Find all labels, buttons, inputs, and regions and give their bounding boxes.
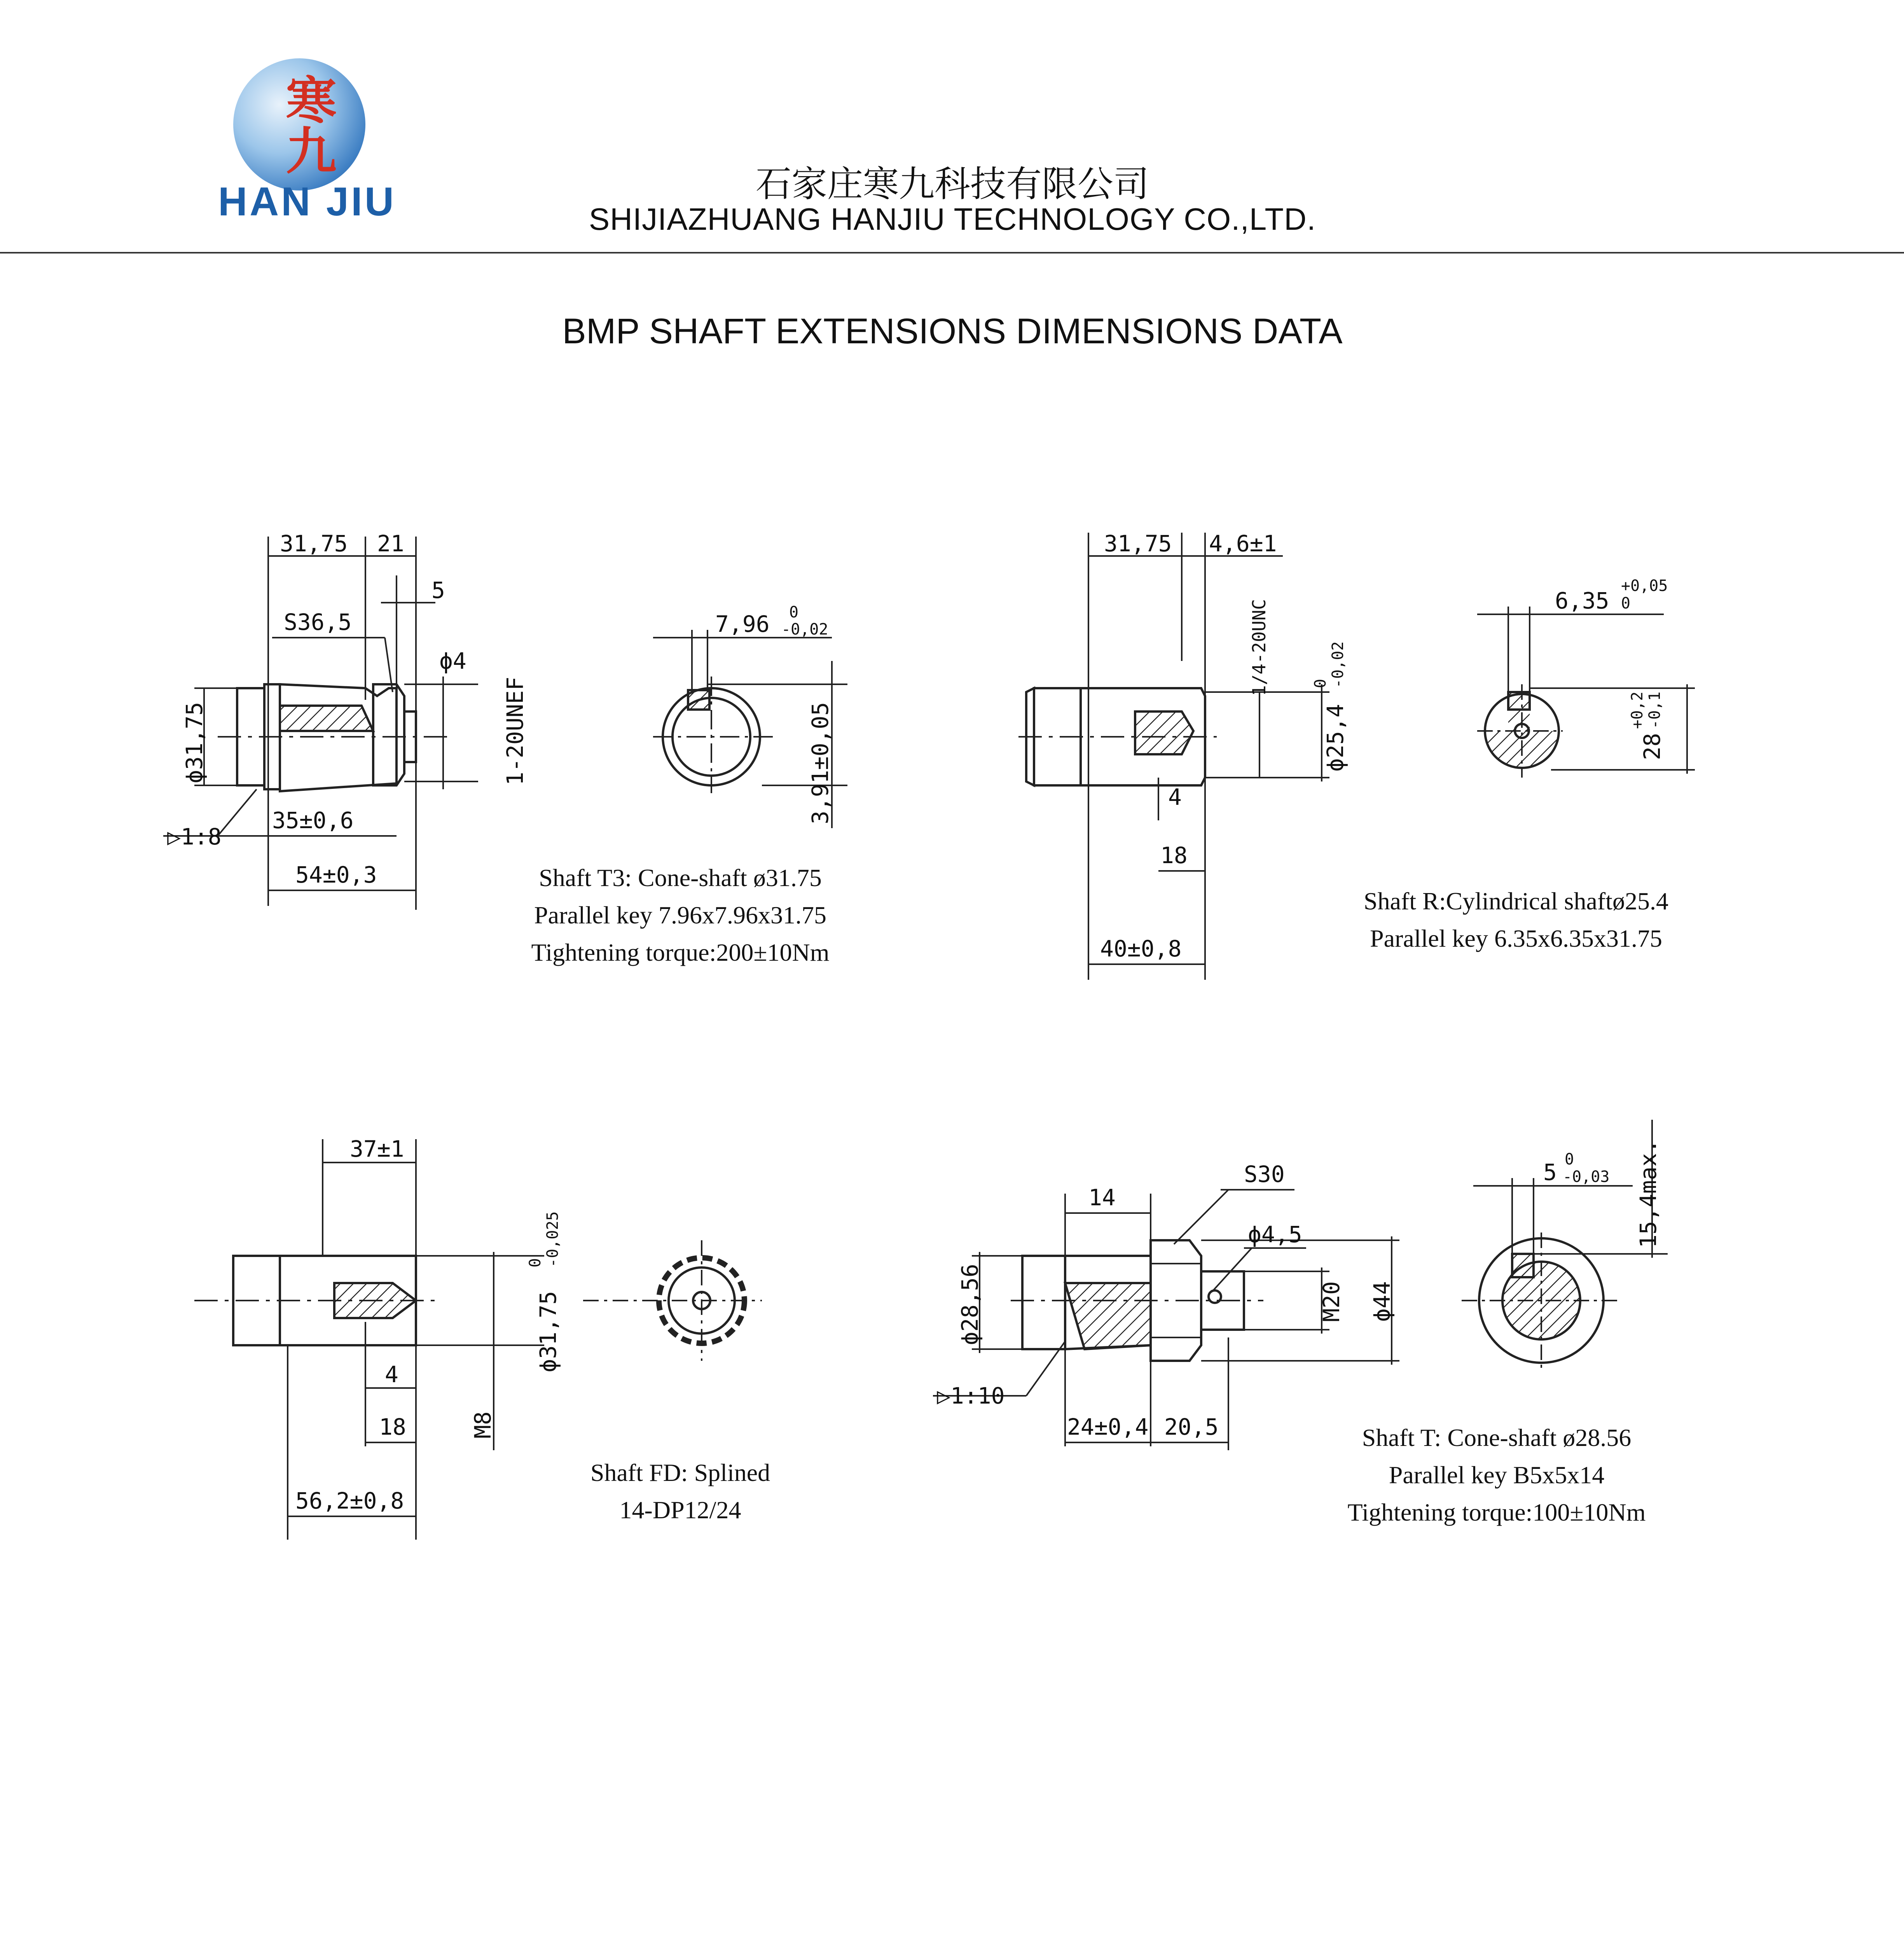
caption-line: 14-DP12/24	[619, 1496, 741, 1524]
logo-text: HAN JIU	[218, 179, 397, 224]
dim-fd-56-2: 56,2±0,8	[295, 1488, 404, 1514]
dim-t-24: 24±0,4	[1067, 1414, 1149, 1440]
dim-r-4: 4	[1168, 784, 1182, 810]
dim-fd-37: 37±1	[350, 1136, 404, 1162]
caption-line: Shaft FD: Splined	[590, 1459, 770, 1486]
dim-fd-18: 18	[379, 1414, 406, 1440]
dim-t3-54: 54±0,3	[295, 862, 377, 888]
dim-r-40: 40±0,8	[1100, 935, 1182, 962]
caption-line: Parallel key 6.35x6.35x31.75	[1370, 925, 1662, 952]
caption-line: Shaft R:Cylindrical shaftø25.4	[1364, 887, 1668, 915]
dim-t-key-upper-tol: 0	[1565, 1150, 1574, 1168]
dim-t-phi28-56: ϕ28,56	[957, 1264, 983, 1345]
dim-t3-phi31-75: ϕ31,75	[181, 702, 208, 783]
dim-r-key-width: 6,35	[1555, 587, 1609, 614]
dim-t-20-5: 20,5	[1164, 1414, 1219, 1440]
document-title: BMP SHAFT EXTENSIONS DIMENSIONS DATA	[562, 311, 1343, 351]
dim-t-m20: M20	[1318, 1281, 1345, 1322]
shaft-r-caption	[1302, 883, 1730, 960]
dim-t3-key-depth: 3,91±0,05	[807, 702, 833, 824]
caption-line: Tightening torque:100±10Nm	[1347, 1498, 1646, 1526]
company-name-english: SHIJIAZHUANG HANJIU TECHNOLOGY CO.,LTD.	[589, 202, 1316, 236]
dim-r-thread: 1/4-20UNC	[1249, 599, 1270, 696]
dim-r-phi25-4: ϕ25,4	[1322, 704, 1349, 772]
dim-r-phi-upper-tol: 0	[1312, 678, 1329, 688]
dim-r-18: 18	[1160, 842, 1188, 869]
shaft-t-cone-section	[1065, 1283, 1151, 1349]
company-name-chinese: 石家庄寒九科技有限公司	[755, 163, 1149, 205]
dim-r-key-depth: 28	[1639, 733, 1665, 760]
dim-r-key-upper-tol: +0,05	[1621, 577, 1668, 595]
dim-fd-phi31-75: ϕ31,75	[535, 1291, 561, 1372]
dim-t3-thread: 1-20UNEF	[502, 677, 528, 785]
dim-fd-lower-tol: -0,025	[544, 1211, 562, 1267]
caption-line: Shaft T3: Cone-shaft ø31.75	[539, 864, 822, 892]
dim-t-key-depth: 15,4max.	[1635, 1139, 1661, 1248]
dim-t-phi4-5: ϕ4,5	[1248, 1221, 1302, 1248]
dim-r-key-lower-tol: 0	[1621, 594, 1631, 612]
dim-r-depth-lower-tol: -0,1	[1646, 691, 1664, 729]
dim-t3-5: 5	[431, 577, 445, 603]
shaft-t3-key-section	[280, 706, 373, 731]
dim-fd-m8: M8	[470, 1411, 496, 1439]
dim-t3-35: 35±0,6	[272, 807, 354, 834]
dim-t3-key-width: 7,96	[715, 611, 770, 637]
dim-t-s30: S30	[1244, 1161, 1285, 1187]
dim-t3-key-lower-tol: -0,02	[781, 621, 828, 638]
dim-t3-31-75: 31,75	[280, 530, 348, 557]
caption-line: Parallel key B5x5x14	[1389, 1461, 1605, 1489]
dim-t-phi44: ϕ44	[1369, 1281, 1395, 1322]
caption-line: Shaft T: Cone-shaft ø28.56	[1362, 1424, 1632, 1451]
dim-t3-phi4: ϕ4	[439, 648, 466, 674]
dim-r-depth-upper-tol: +0,2	[1628, 691, 1646, 729]
shaft-t3-caption	[466, 859, 894, 976]
dim-r-31-75: 31,75	[1104, 530, 1172, 557]
logo-mark: 寒九	[278, 74, 337, 175]
dim-t-14: 14	[1088, 1184, 1116, 1211]
dim-fd-4: 4	[385, 1361, 398, 1388]
dim-t3-21: 21	[377, 530, 404, 557]
shaft-fd-caption	[505, 1454, 855, 1532]
dim-t-taper: ▷1:10	[937, 1383, 1005, 1409]
shaft-t-caption	[1283, 1419, 1710, 1536]
dim-t-key-width: 5	[1543, 1159, 1557, 1185]
shaft-t-drawing	[933, 1120, 1668, 1450]
shaft-r-tapped-hole	[1135, 712, 1193, 754]
dim-r-phi-lower-tol: -0,02	[1329, 641, 1347, 688]
dim-t3-taper: ▷1:8	[167, 823, 222, 850]
caption-line: Parallel key 7.96x7.96x31.75	[534, 901, 826, 929]
shaft-t3-drawing	[163, 530, 847, 910]
shaft-r-key-slot	[1508, 692, 1530, 710]
dim-r-4-6: 4,6±1	[1209, 530, 1277, 557]
dim-fd-upper-tol: 0	[526, 1258, 544, 1267]
shaft-t3-key-slot	[688, 690, 709, 710]
dim-t3-key-upper-tol: 0	[789, 603, 799, 621]
caption-line: Tightening torque:200±10Nm	[531, 939, 830, 966]
shaft-t-key	[1512, 1254, 1534, 1277]
dim-t-key-lower-tol: -0,03	[1563, 1168, 1610, 1186]
dim-t3-s36-5: S36,5	[284, 609, 352, 635]
